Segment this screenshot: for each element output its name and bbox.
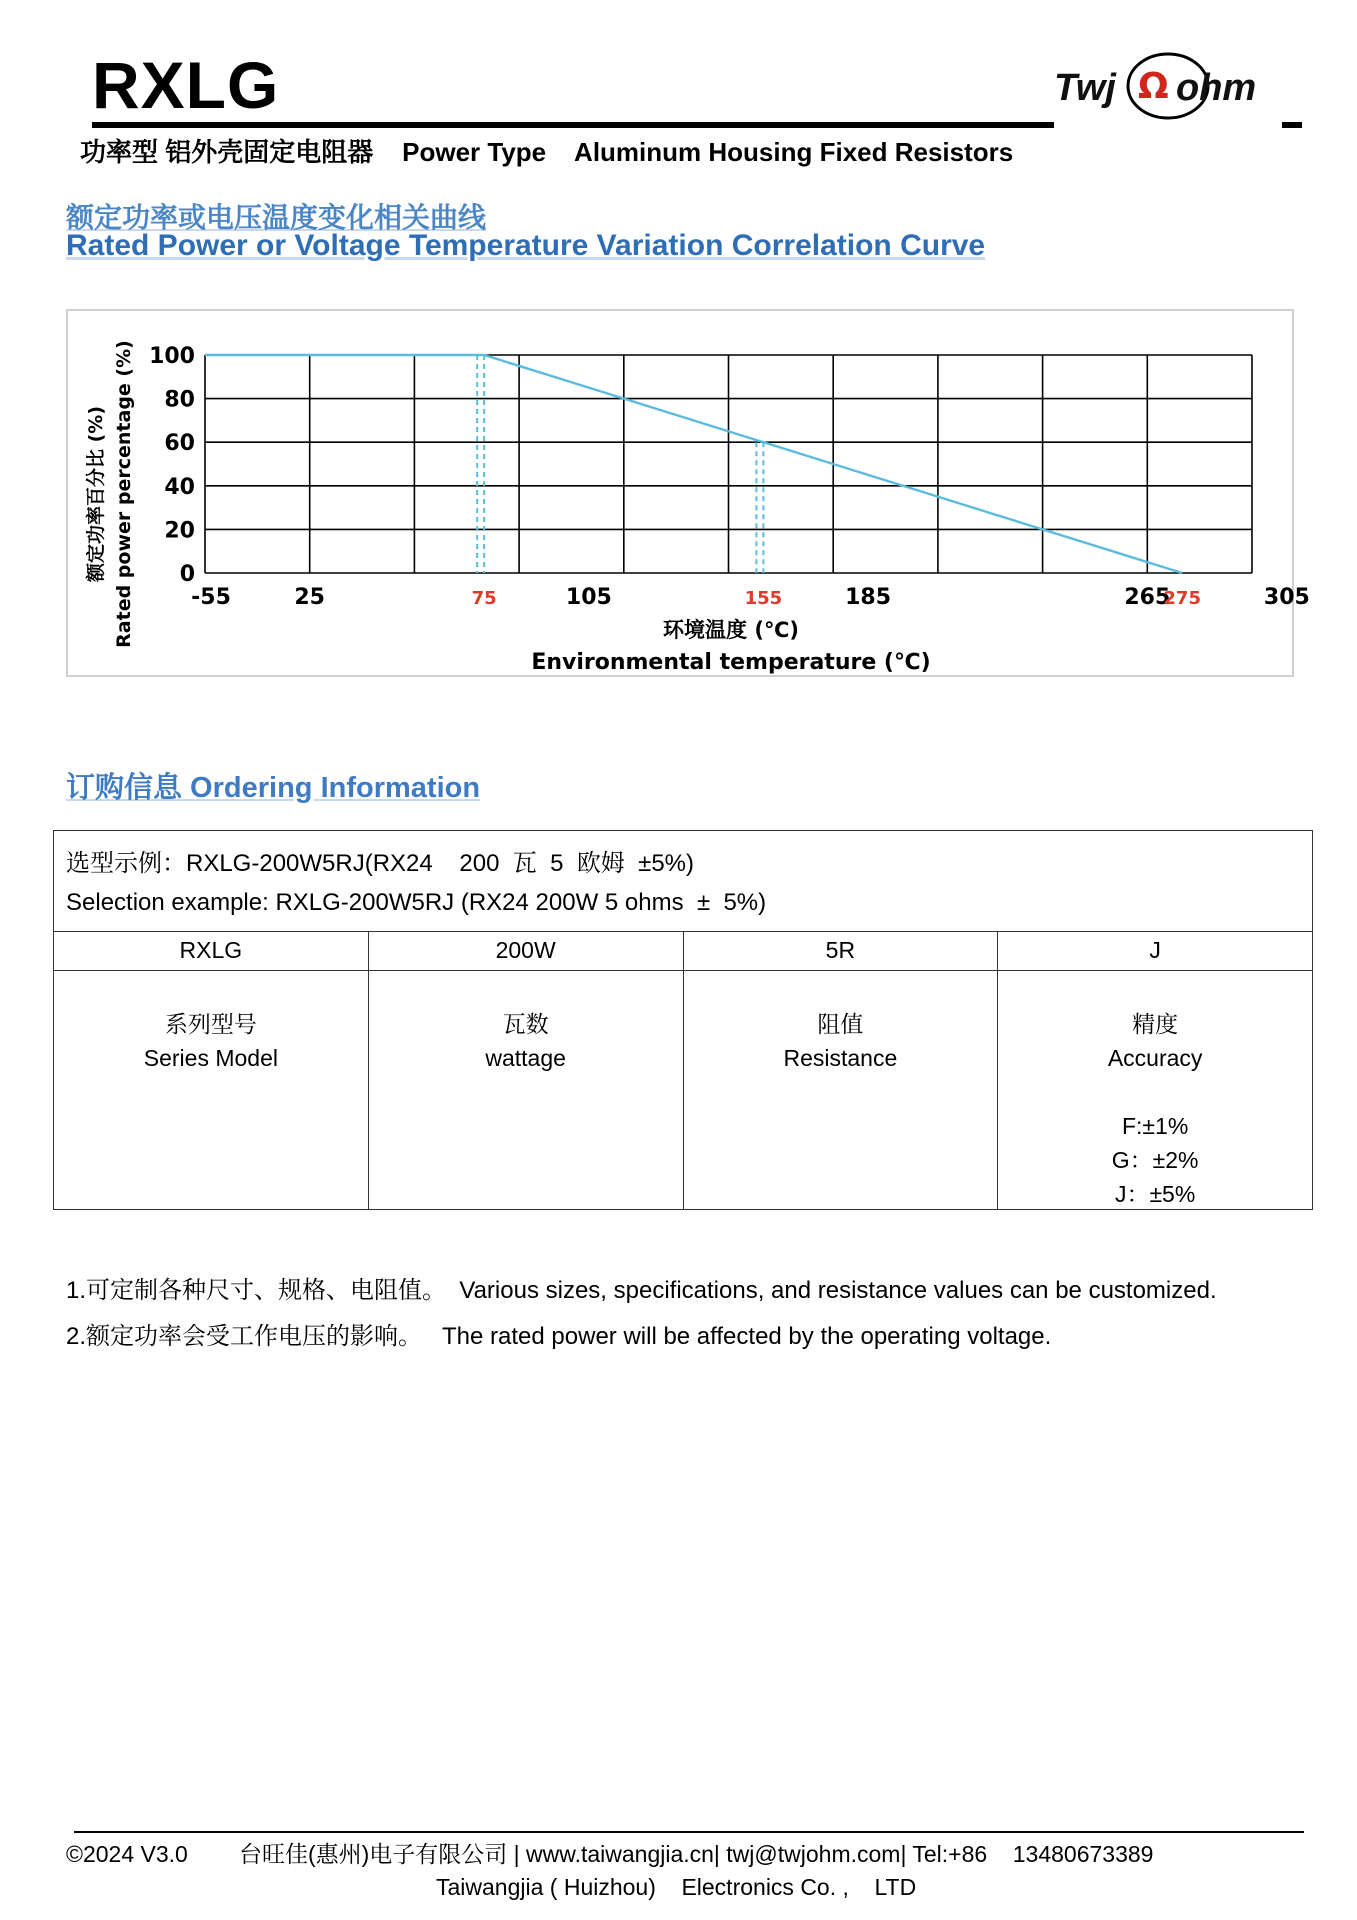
derating-curve <box>205 355 1182 573</box>
x-tick-label: 305 <box>1263 585 1310 610</box>
column-name-en: Series Model <box>143 1045 278 1071</box>
y-axis-label-en: Rated power percentage (%) <box>113 340 135 648</box>
y-tick-label: 60 <box>164 431 195 457</box>
x-tick-label: 185 <box>845 585 892 610</box>
accuracy-option: F:±1% <box>1121 1113 1189 1139</box>
code-row <box>54 931 1312 971</box>
ordering-table <box>53 830 1313 1210</box>
code-cell: 200W <box>369 932 684 970</box>
column-name-cn: 精度 <box>1132 1011 1179 1037</box>
column-name-en: Resistance <box>783 1045 898 1071</box>
curve-title-cn: 额定功率或电压温度变化相关曲线 <box>66 202 487 233</box>
column-name-cn: 瓦数 <box>502 1011 549 1037</box>
svg-text:Ω: Ω <box>1138 66 1169 107</box>
y-axis-label-cn: 额定功率百分比 (%) <box>85 405 107 583</box>
y-tick-label: 100 <box>149 344 195 369</box>
description-row <box>54 969 1312 1209</box>
x-tick-label: 105 <box>565 585 612 610</box>
column-name-en: wattage <box>485 1045 566 1071</box>
code-cell: 5R <box>684 932 999 970</box>
code-cell: RXLG <box>54 932 369 970</box>
column-name-cn: 阻值 <box>817 1011 864 1037</box>
selection-example-cn: 选型示例：RXLG-200W5RJ(RX24 200 瓦 5 欧姆 ±5%) <box>66 850 695 877</box>
footer-company-en: Taiwangjia ( Huizhou) Electronics Co. , LTD <box>436 1874 917 1900</box>
header-rule <box>92 122 1054 128</box>
column-name-en: Accuracy <box>1107 1045 1203 1071</box>
x-axis-label-en: Environmental temperature (℃) <box>531 650 931 675</box>
accuracy-cell <box>998 969 1312 1209</box>
y-tick-label: 80 <box>164 387 195 413</box>
x-tick-label: -55 <box>191 585 231 610</box>
page-subtitle: 功率型 铝外壳固定电阻器 Power Type Aluminum Housing Fixed Resistors <box>80 137 1014 167</box>
footer-rule <box>74 1831 1304 1833</box>
derating-chart <box>66 309 1310 677</box>
page-title: RXLG <box>92 48 280 122</box>
accuracy-option: G：±2% <box>1111 1147 1199 1173</box>
x-tick-label-highlight: 155 <box>744 588 783 609</box>
ordering-title: 订购信息 Ordering Information <box>66 772 481 804</box>
x-tick-label-highlight: 75 <box>471 588 497 609</box>
curve-title-en: Rated Power or Voltage Temperature Variation Correlation Curve <box>66 229 986 262</box>
column-name-cn: 系列型号 <box>164 1011 257 1037</box>
x-tick-label: 25 <box>294 585 326 610</box>
y-tick-label: 20 <box>164 518 195 544</box>
y-tick-label: 40 <box>164 474 195 500</box>
brand-logo <box>1050 48 1290 128</box>
footer-company-contact: ©2024 V3.0 台旺佳(惠州)电子有限公司 | www.taiwangjia.cn| twj@twjohm.com| Tel:+86 13480673389 <box>66 1841 1154 1867</box>
x-tick-label: 265 <box>1124 585 1171 610</box>
code-cell: J <box>1149 937 1161 963</box>
note-voltage: 2.额定功率会受工作电压的影响。 The rated power will be affected by the operating voltage. <box>66 1323 1052 1350</box>
wattage-cell <box>369 969 684 1209</box>
x-tick-label-highlight: 275 <box>1163 588 1201 609</box>
y-tick-label: 0 <box>179 562 195 587</box>
selection-example-en: Selection example: RXLG-200W5RJ (RX24 200W 5 ohms ± 5%) <box>66 889 767 916</box>
svg-text:ohm: ohm <box>1176 67 1257 109</box>
x-axis-label-cn: 环境温度 (℃) <box>663 618 799 642</box>
note-customization: 1.可定制各种尺寸、规格、电阻值。 Various sizes, specifications, and resistance values can be customized. <box>66 1277 1217 1304</box>
svg-text:Twj: Twj <box>1054 67 1116 109</box>
accuracy-option: J：±5% <box>1114 1181 1196 1207</box>
series-model-cell <box>54 969 369 1209</box>
resistance-cell <box>684 969 999 1209</box>
